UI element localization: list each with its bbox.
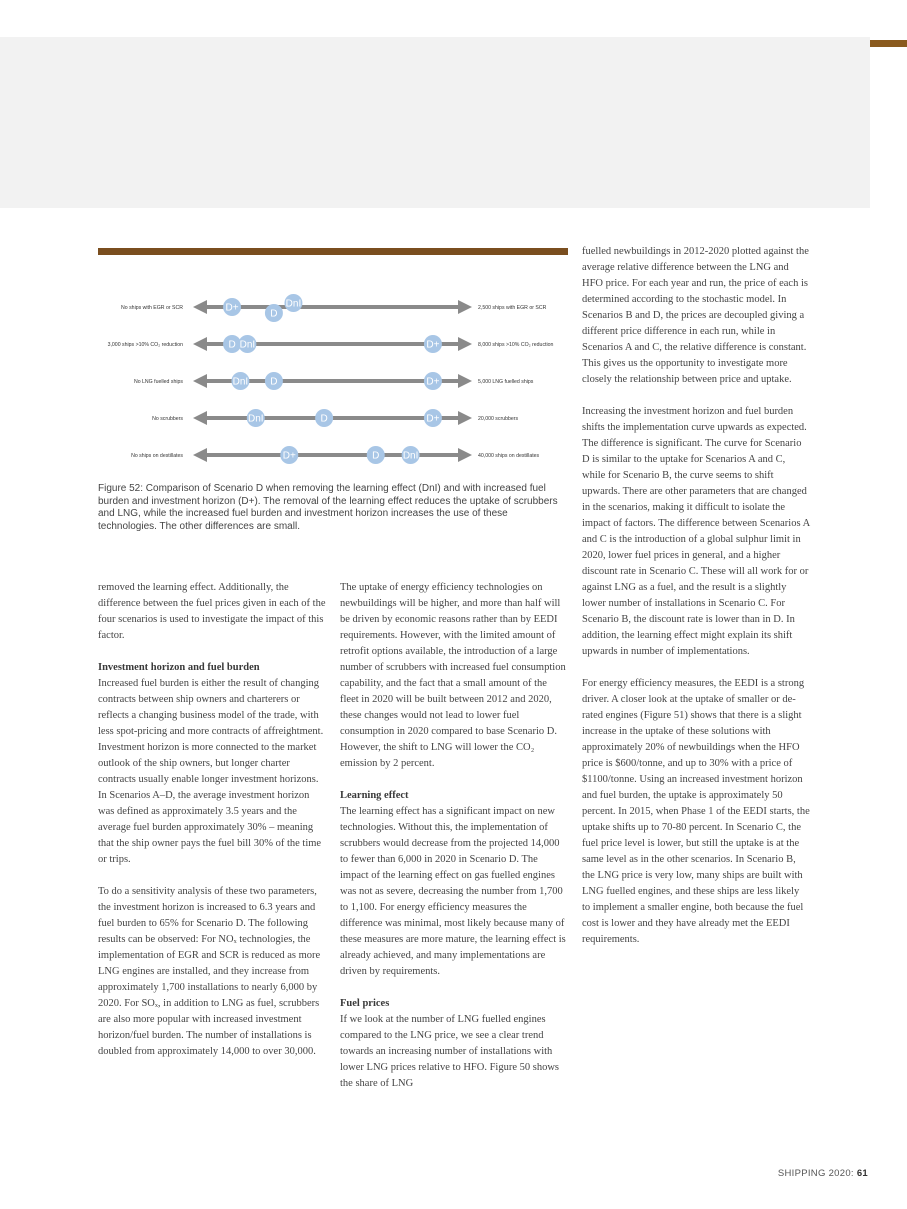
range-label-left: No scrubbers bbox=[152, 416, 183, 422]
scenario-marker-label: D bbox=[270, 308, 278, 320]
scenario-marker-label: DnI bbox=[285, 298, 302, 310]
arrow-right-icon bbox=[458, 300, 472, 314]
paragraph: The learning effect has a significant impact on new technologies. Without this, the implementation of scrubbers would decrease from the projected 14,000 to fewer than 6,000 in 2020 in Scenario D. The impact of the learning effect on gas fuelled engines was not as severe, decreasing the number from 1,700 to 1,100. For energy efficiency measures the difference was minimal, most likely because many of these measures are more mature, the learning effect is already achieved, and many implementations are driven by requirements. bbox=[340, 806, 566, 977]
scenario-marker-label: DnI bbox=[239, 339, 256, 351]
range-label-left: No LNG fuelled ships bbox=[133, 379, 183, 385]
figure-rule bbox=[98, 248, 568, 255]
scenario-marker-label: D+ bbox=[426, 339, 440, 351]
scenario-marker-label: DnI bbox=[232, 376, 249, 388]
scenario-marker-label: D bbox=[320, 413, 328, 425]
scenario-marker-label: D+ bbox=[426, 413, 440, 425]
scenario-marker-label: D+ bbox=[426, 376, 440, 388]
section-heading: Learning effect bbox=[340, 790, 409, 801]
figure-caption: Figure 52: Comparison of Scenario D when removing the learning effect (DnI) and with increased fuel burden and investment horizon (D+). The removal of the learning effect reduces the uptake of scrubbers and LNG, while the increased fuel burden and investment horizon increases the use of these technologies. The other differences are small. bbox=[98, 483, 558, 532]
publication-name: SHIPPING 2020: bbox=[777, 1168, 854, 1179]
arrow-left-icon bbox=[193, 300, 207, 314]
paragraph: If we look at the number of LNG fuelled engines compared to the LNG price, we see a clear trend towards an increasing number of installations with lower LNG prices relative to HFO. Figure 50 shows the share of LNG bbox=[340, 1014, 560, 1089]
column-left bbox=[98, 580, 326, 1076]
scenario-marker-label: D bbox=[372, 450, 380, 462]
paragraph: removed the learning effect. Additionally, the difference between the fuel prices given in each of the four scenarios is used to investigate the impact of this factor. bbox=[98, 582, 326, 641]
page-number: 61 bbox=[856, 1168, 868, 1179]
figure-52-diagram bbox=[90, 285, 570, 470]
column-middle bbox=[340, 580, 568, 1108]
scenario-marker-label: DnI bbox=[247, 413, 264, 425]
chapter-tab bbox=[870, 40, 907, 47]
range-label-left: No ships on destillates bbox=[131, 453, 183, 459]
range-label-left: No ships with EGR or SCR bbox=[121, 305, 183, 311]
scenario-marker-label: D bbox=[270, 376, 278, 388]
scenario-marker-label: D+ bbox=[225, 302, 239, 314]
scenario-marker-label: DnI bbox=[402, 450, 419, 462]
range-label-right: 2,500 ships with EGR or SCR bbox=[478, 305, 547, 311]
scenario-marker-label: D bbox=[228, 339, 236, 351]
arrow-left-icon bbox=[193, 374, 207, 388]
range-label-right: 8,000 ships >10% CO₂ reduction bbox=[478, 342, 554, 348]
arrow-right-icon bbox=[458, 411, 472, 425]
column-right bbox=[582, 244, 810, 964]
arrow-left-icon bbox=[193, 448, 207, 462]
arrow-right-icon bbox=[458, 337, 472, 351]
paragraph: Increasing the investment horizon and fuel burden shifts the implementation curve upwards as expected. The difference is significant. The curve for Scenario D is similar to the uptake for Scenarios A and C, while for Scenario B, the curve seems to shift upwards. There are other parameters that are changed in the scenarios, making it difficult to isolate the impact of factors. The difference between Scenarios A and C is the introduction of a global sulphur limit in 2020, lower fuel prices in general, and a higher discount rate in Scenario C. These will all work for or against LNG as a fuel, and the result is a slightly lower number of installations in Scenario C. For Scenario B, the discount rate is lower than in D. In addition, the learning effect might explain its shift upwards in number of implementations. bbox=[582, 406, 810, 657]
section-heading: Fuel prices bbox=[340, 998, 390, 1009]
range-label-left: 3,000 ships >10% CO₂ reduction bbox=[107, 342, 183, 348]
arrow-left-icon bbox=[193, 337, 207, 351]
paragraph: fuelled newbuildings in 2012-2020 plotted against the average relative difference between the LNG and HFO price. For each year and run, the price of each is determined according to the stochastic model. In Scenarios B and D, the prices are decoupled giving a different price difference in each run, while in Scenarios A and C, the relative difference is constant. This gives us the opportunity to investigate more closely the relationship between price and uptake. bbox=[582, 246, 809, 385]
paragraph: To do a sensitivity analysis of these two parameters, the investment horizon is increased to 6.3 years and fuel burden to 65% for Scenario D. The following results can be observed: For NOₓ technologies, the implementation of EGR and SCR is reduced as more LNG engines are installed, and they increase from approximately 1,700 installations to nearly 6,000 by 2020. For SOₓ, in addition to LNG as fuel, scrubbers are also more popular with increased investment horizon/fuel burden. The number of installations is doubled from approximately 14,000 to over 30,000. bbox=[98, 886, 321, 1057]
section-heading: Investment horizon and fuel burden bbox=[98, 662, 260, 673]
arrow-left-icon bbox=[193, 411, 207, 425]
range-label-right: 20,000 scrubbers bbox=[478, 416, 519, 422]
range-label-right: 40,000 ships on destillates bbox=[478, 453, 540, 459]
range-label-right: 5,000 LNG fuelled ships bbox=[478, 379, 534, 385]
scenario-marker-label: D+ bbox=[282, 450, 296, 462]
header-band bbox=[0, 37, 870, 208]
arrow-right-icon bbox=[458, 374, 472, 388]
paragraph: For energy efficiency measures, the EEDI is a strong driver. A closer look at the uptake of smaller or de-rated engines (Figure 51) shows that there is a slight increase in the uptake of these solutions with approximately 20% of newbuildings when the HFO price is $600/tonne, and up to 30% with a price of $1100/tonne. Using an increased investment horizon and fuel burden, the uptake is approximately 50 percent. In 2015, when Phase 1 of the EEDI starts, the uptake shifts up to 70-80 percent. In Scenario C, the fuel price level is lower, but still the uptake is at the same level as in the other scenarios. In Scenario B, the LNG price is very low, many ships are built with LNG fuelled engines, and these ships are less likely to implement a smaller engine, both because the fuel cost is lower and they have already met the EEDI requirements. bbox=[582, 678, 810, 945]
arrow-right-icon bbox=[458, 448, 472, 462]
page-footer bbox=[700, 1168, 868, 1179]
paragraph: Increased fuel burden is either the result of changing contracts between ship owners and charterers or reflects a changing business model of the trade, with less spot-pricing and more contracts of affreightment. Investment horizon is more connected to the market outlook of the ship owners, but longer charter contracts usually enable longer investment horizons. In Scenarios A–D, the average investment horizon was defined as approximately 3.5 years and the average fuel burden approximately 30% – meaning that the ship owner pays the fuel bill 30% of the time or trips. bbox=[98, 678, 324, 865]
paragraph: The uptake of energy efficiency technologies on newbuildings will be higher, and more than half will be driven by economic reasons rather than by EEDI requirements. However, with the limited amount of retrofit options available, the introduction of a large number of scrubbers with increased fuel consumption capability, and the fact that a small amount of the fleet in 2020 will be built between 2012 and 2020, these changes would not lead to lower fuel consumption in 2020 compared to base Scenario D. However, the shift to LNG will lower the CO₂ emission by 2 percent. bbox=[340, 582, 566, 769]
